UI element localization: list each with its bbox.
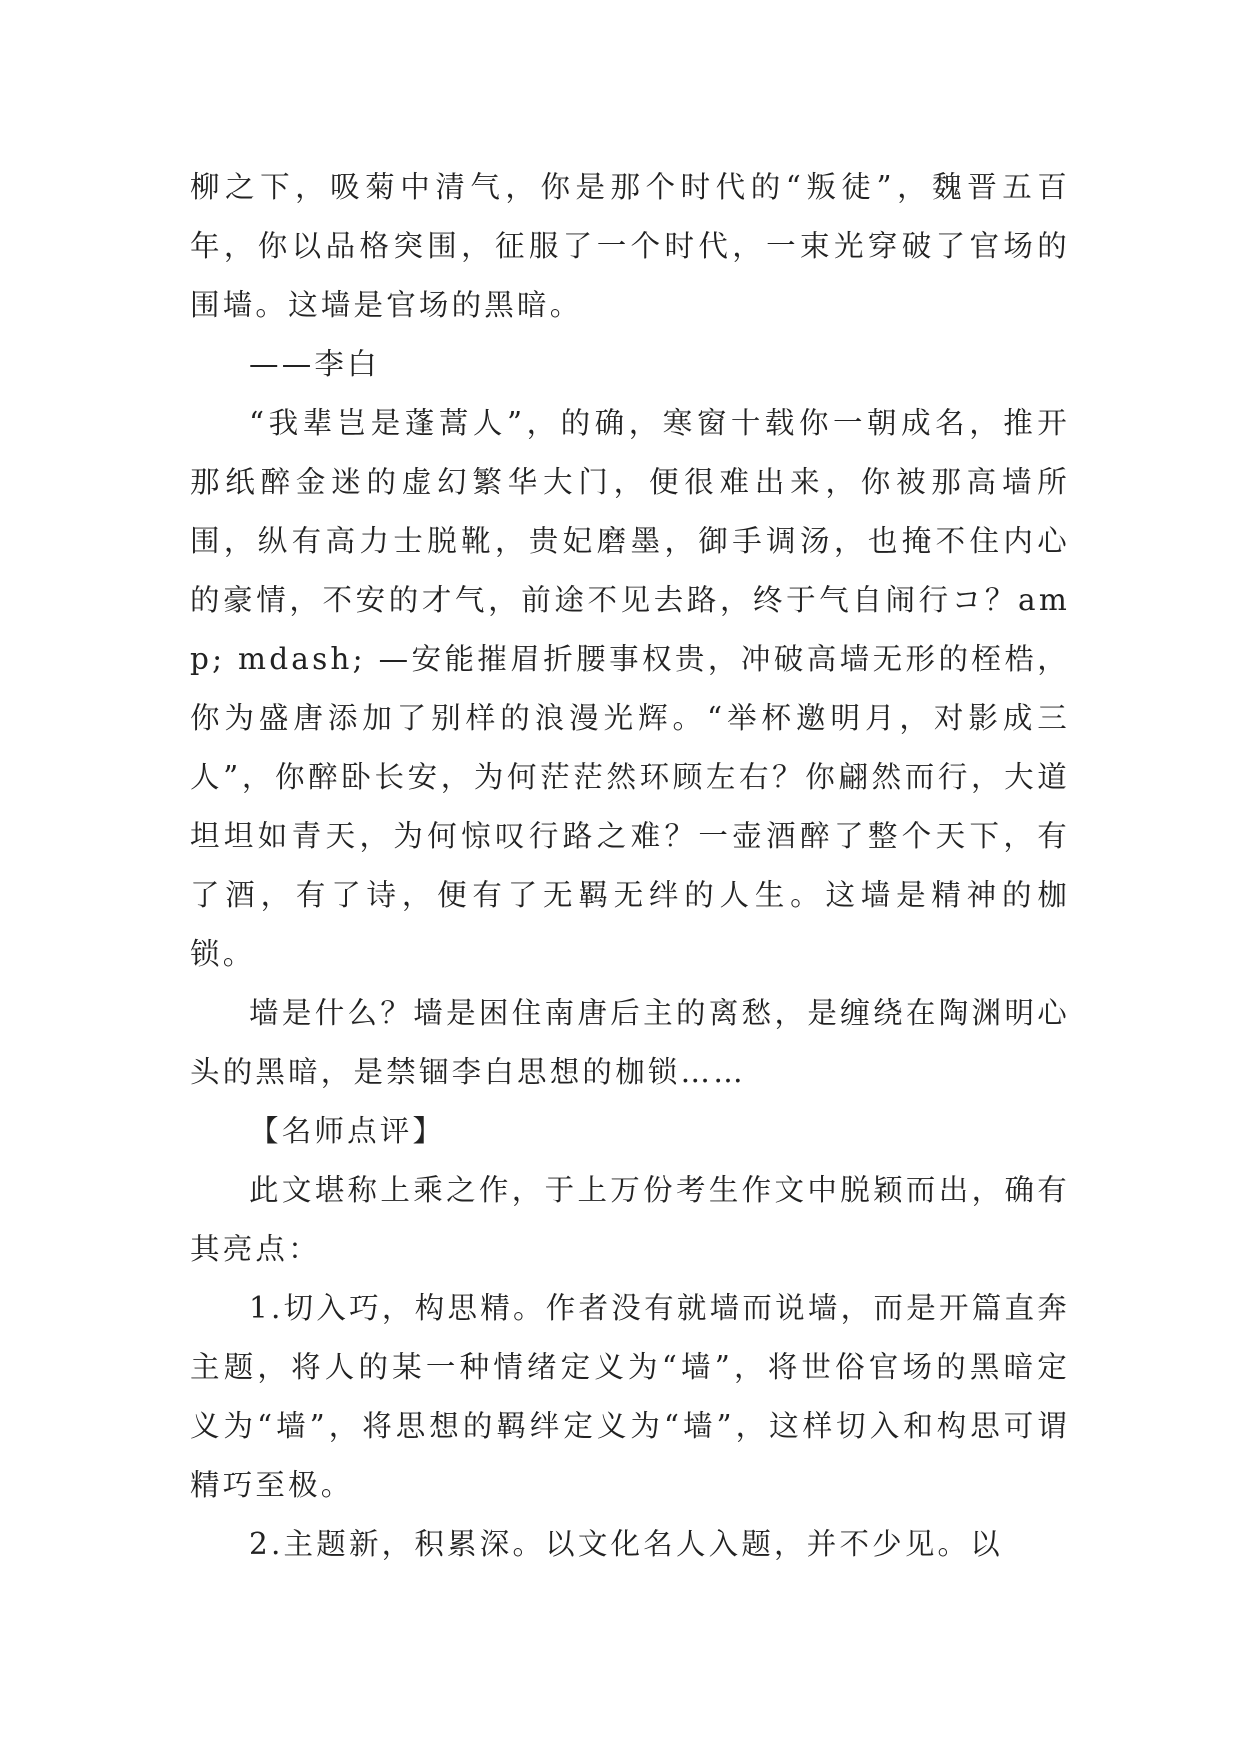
paragraph-review-intro: 此文堪称上乘之作，于上万份考生作文中脱颖而出，确有其亮点： — [190, 1173, 1070, 1266]
paragraph-point-1: 1.切入巧，构思精。作者没有就墙而说墙，而是开篇直奔主题，将人的某一种情绪定义为“墙”，将世俗官场的黑暗定义为“墙”，将思想的羁绊定义为“墙”，这样切入和构思可谓精巧至极。 — [190, 1291, 1070, 1502]
document-body — [190, 158, 1070, 1574]
paragraph-continuation: 柳之下，吸菊中清气，你是那个时代的“叛徒”，魏晋五百年，你以品格突围，征服了一个时代，一束光穿破了官场的围墙。这墙是官场的黑暗。 — [190, 170, 1070, 322]
paragraph-point-2: 2.主题新，积累深。以文化名人入题，并不少见。以 — [249, 1527, 1003, 1561]
paragraph-summary: 墙是什么？墙是困住南唐后主的离愁，是缠绕在陶渊明心头的黑暗，是禁锢李白思想的枷锁…… — [190, 996, 1070, 1089]
review-heading: 【名师点评】 — [249, 1114, 446, 1148]
section-heading-libai: ——李白 — [249, 347, 380, 381]
paragraph-libai: “我辈岂是蓬蒿人”，的确，寒窗十载你一朝成名，推开那纸醉金迷的虚幻繁华大门，便很难出来，你被那高墙所围，纵有高力士脱靴，贵妃磨墨，御手调汤，也掩不住内心的豪情，不安的才气，前途不见去路，终于气自闹行コ？amp; mdash; —安能摧眉折腰事权贵，冲破高墙无形的桎梏，你为盛唐添加了别样的浪漫光辉。“举杯邀明月，对影成三人”，你醉卧长安，为何茫茫然环顾左右？你翩然而行，大道坦坦如青天，为何惊叹行路之难？一壶酒醉了整个天下，有了酒，有了诗，便有了无羁无绊的人生。这墙是精神的枷锁。 — [190, 406, 1070, 971]
